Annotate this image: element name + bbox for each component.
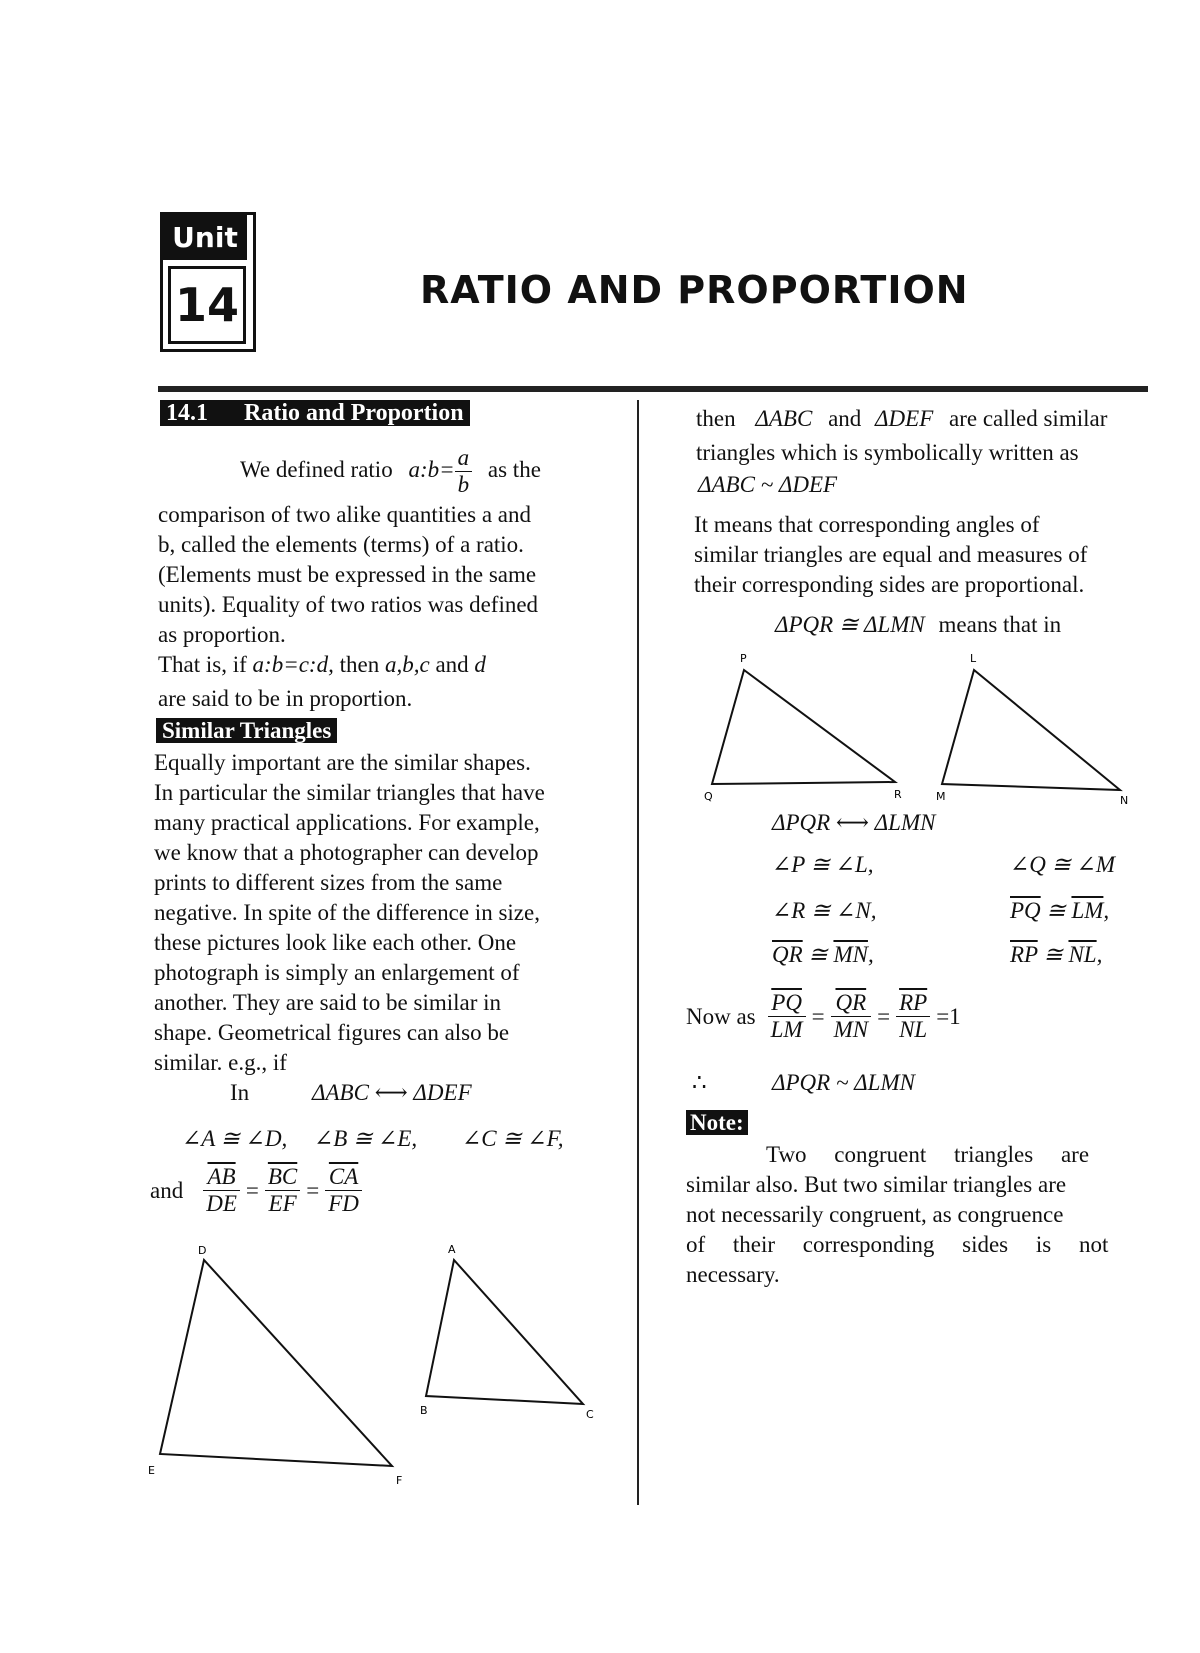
triangle-abc-symbol: ΔABC [755,406,813,431]
vertex-d-label: D [198,1244,207,1257]
ratio-paragraph [158,500,610,650]
triangle-def-symbol: ΔDEF [875,406,934,431]
angle-relation-a: ∠A ≅ ∠D, [182,1126,288,1151]
section-number: 14.1 [160,400,214,426]
text-line: b, called the elements (terms) of a ratio. [158,532,524,557]
angle-r-n: ∠R ≅ ∠N, [772,898,877,923]
note-heading [686,1108,748,1138]
vertex-q-label: Q [704,790,713,803]
vertex-p-label: P [740,652,747,665]
left-side-ratios [150,1164,362,1217]
ratio-ca-fd [325,1164,362,1217]
angle-p-l: ∠P ≅ ∠L, [772,852,874,877]
ratio-fraction [455,445,473,498]
frac-num: $\overline{CA}$ [328,1164,359,1189]
equals-one: =1 [936,1003,961,1029]
proportion-text: then [339,652,380,677]
congruent-sign: ≅ [802,942,834,967]
congruent-sign: ≅ [1040,898,1072,923]
in-label: In [230,1080,250,1105]
ratio-bc-ef [265,1164,300,1217]
seg: $\overline{RP}$ [1010,942,1038,967]
frac-den: LM [770,1017,803,1042]
left-correspondence: ΔABC ⟷ ΔDEF [312,1080,472,1105]
text-line: as proportion. [158,622,286,647]
now-as-label: Now as [686,1003,756,1029]
text-line: not necessarily congruent, as congruence [686,1202,1064,1227]
text-line: similar. e.g., if [154,1050,287,1075]
angle-q-m: ∠Q ≅ ∠M [1010,852,1116,877]
therefore-symbol: ∴ [692,1070,707,1095]
proportion-var-d: d [474,652,486,677]
angle-relation-b: ∠B ≅ ∠E, [314,1126,418,1151]
frac-den: MN [833,1017,869,1042]
seg: $\overline{PQ}$ [1010,898,1041,923]
ratio-tail: as the [487,456,541,482]
seg: $\overline{QR}$ [772,942,803,967]
ratio-expression: a:b= [408,456,455,482]
vertex-f-label: F [396,1474,403,1487]
right-side-ratios [686,990,961,1043]
text-line: of their corresponding sides is not [686,1232,1109,1257]
proportion-text: That is, if [158,652,247,677]
note-paragraph [686,1140,1140,1290]
text-line: similar triangles are equal and measures of [694,542,1088,567]
triangles-def-abc-figure [140,1240,620,1500]
congruent-sign: ≅ [1037,942,1069,967]
triangle-lmn [942,670,1120,790]
right-line-2: triangles which is symbolically written as [696,440,1079,465]
vertex-b-label: B [420,1404,428,1417]
text-line: Equally important are the similar shapes. [154,750,531,775]
side-qr-mn [772,942,874,968]
text-line: their corresponding sides are proportional. [694,572,1085,597]
ratio-lead: We defined ratio [240,456,393,482]
vertex-m-label: M [936,790,946,803]
text-line: we know that a photographer can develop [154,840,539,865]
equals-sign: = [877,1003,891,1029]
ratio-fraction-num: a [455,445,473,472]
column-divider [637,400,639,1505]
and-label: and [150,1177,184,1203]
vertex-r-label: R [894,788,902,801]
equals-sign: = [245,1177,259,1203]
text-line: prints to different sizes from the same [154,870,503,895]
seg: $\overline{MN}$ [833,942,868,967]
vertex-n-label: N [1120,794,1129,807]
text-line: photograph is simply an enlargement of [154,960,520,985]
text-line: comparison of two alike quantities a and [158,502,532,527]
comma: , [1103,898,1110,923]
vertex-l-label: L [970,652,977,665]
frac-den: EF [268,1191,297,1216]
text-line: negative. In spite of the difference in size, [154,900,540,925]
text-line: In particular the similar triangles that have [154,780,545,805]
similar-triangles-title: Similar Triangles [156,718,337,743]
vertex-e-label: E [148,1464,155,1477]
similar-symbol-expr: ΔABC ~ ΔDEF [698,472,838,497]
frac-num: $\overline{QR}$ [835,990,867,1015]
text-line: another. They are said to be similar in [154,990,502,1015]
text-line: units). Equality of two ratios was defined [158,592,539,617]
congruence-line [775,612,1061,638]
vertex-c-label: C [586,1408,594,1421]
side-rp-nl [1010,942,1102,968]
triangle-abc [426,1260,583,1404]
frac-num: $\overline{BC}$ [267,1164,298,1189]
frac-num: $\overline{PQ}$ [771,990,802,1015]
section-title: Ratio and Proportion [214,400,470,426]
page-title: RATIO AND PROPORTION [420,268,969,312]
text-line: shape. Geometrical figures can also be [154,1020,510,1045]
text-line: It means that corresponding angles of [694,512,1040,537]
header-rule [158,386,1148,392]
proportion-text: and [435,652,469,677]
text-line: (Elements must be expressed in the same [158,562,537,587]
text-line: Two congruent triangles are [766,1142,1090,1167]
ratio-rp-nl [896,990,930,1043]
frac-num: $\overline{RP}$ [899,990,928,1015]
comma: , [867,942,874,967]
text-called-similar: are called similar [949,406,1108,431]
congruence-tail: means that in [938,612,1062,637]
text-line: necessary. [686,1262,780,1287]
equals-sign: = [306,1177,320,1203]
seg: $\overline{NL}$ [1068,942,1097,967]
text-line: these pictures look like each other. One [154,930,517,955]
text-then: then [696,406,736,431]
similarity-conclusion: ΔPQR ~ ΔLMN [772,1070,915,1095]
comma: , [1096,942,1103,967]
proportion-expression: a:b=c:d, [252,652,334,677]
ratio-definition-line [240,445,541,498]
text-line: many practical applications. For example, [154,810,540,835]
vertex-a-label: A [448,1243,456,1256]
frac-den: NL [899,1017,928,1042]
triangles-pqr-lmn-figure [700,648,1140,808]
unit-label: Unit [163,215,247,260]
triangle-def [160,1260,392,1466]
congruence-expression: ΔPQR ≅ ΔLMN [775,612,925,637]
equals-sign: = [811,1003,825,1029]
similar-triangles-heading [156,716,337,746]
frac-den: FD [328,1191,359,1216]
right-line-1 [696,406,1107,432]
text-and: and [828,406,862,431]
text-line: similar also. But two similar triangles are [686,1172,1067,1197]
similar-paragraph [154,748,610,1078]
frac-num: $\overline{AB}$ [207,1164,236,1189]
section-heading [160,398,470,428]
frac-den: DE [206,1191,237,1216]
note-label: Note: [686,1110,748,1135]
ratio-qr-mn [831,990,872,1043]
ratio-ab-de [203,1164,240,1217]
proportion-vars: a,b,c [384,652,430,677]
proportion-line [158,652,486,678]
meaning-paragraph [694,510,1140,600]
angle-relation-c: ∠C ≅ ∠F, [462,1126,564,1151]
ratio-pq-lm [768,990,806,1043]
right-correspondence: ΔPQR ⟷ ΔLMN [772,810,936,835]
ratio-fraction-den: b [457,472,470,497]
proportion-line-2: are said to be in proportion. [158,686,413,711]
side-pq-lm [1010,898,1109,924]
seg: $\overline{LM}$ [1071,898,1104,923]
triangle-pqr [712,670,895,784]
unit-number: 14 [168,266,246,344]
